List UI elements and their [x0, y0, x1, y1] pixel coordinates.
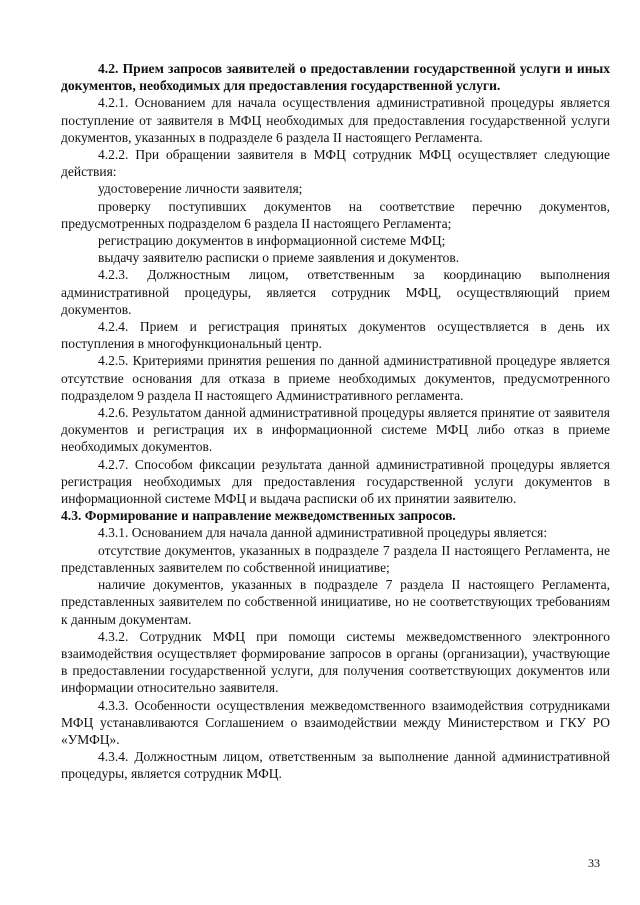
paragraph-4-3-3: 4.3.3. Особенности осуществления межведомственного взаимодействия сотрудниками МФЦ устанавливаются Соглашением о взаимодействии между Министерством и ГКУ РО «УМФЦ».	[61, 697, 610, 747]
page-content	[61, 60, 610, 783]
paragraph-4-2-7: 4.2.7. Способом фиксации результата данной административной процедуры является регистрация необходимых для предоставления государственной услуги документов в информационной системе МФЦ и выдача расписки об их принятии заявителю.	[61, 456, 610, 507]
paragraph-4-3-1: 4.3.1. Основанием для начала данной административной процедуры является:	[98, 525, 548, 541]
list-item-receipt: выдачу заявителю расписки о приеме заявления и документов.	[98, 250, 460, 266]
list-item-check-documents: проверку поступивших документов на соответствие перечню документов, предусмотренных подразделом 6 раздела II настоящего Регламента;	[61, 198, 610, 231]
section-heading-4-3: 4.3. Формирование и направление межведомственных запросов.	[61, 508, 456, 524]
list-item-identity: удостоверение личности заявителя;	[98, 181, 303, 197]
paragraph-4-2-1: 4.2.1. Основанием для начала осуществления административной процедуры является поступление от заявителя в МФЦ необходимых для предоставления государственной услуги документов, указанных в подразделе 6 раздела II настоящего Регламента.	[61, 95, 610, 145]
paragraph-4-2-3: 4.2.3. Должностным лицом, ответственным за координацию выполнения административной процедуры, является сотрудник МФЦ, осуществляющий прием документов.	[61, 267, 610, 317]
paragraph-4-3-4: 4.3.4. Должностным лицом, ответственным за выполнение данной административной процедуры, является сотрудник МФЦ.	[61, 749, 610, 782]
paragraph-4-3-2: 4.3.2. Сотрудник МФЦ при помощи системы межведомственного электронного взаимодействия осуществляет формирование запросов в органы (организации), участвующие в предоставлении государственной услуги, для получения соответствующих документов или информации относительно заявителя.	[61, 628, 610, 696]
paragraph-4-2-2: 4.2.2. При обращении заявителя в МФЦ сотрудник МФЦ осуществляет следующие действия:	[61, 147, 610, 180]
paragraph-4-2-6: 4.2.6. Результатом данной административной процедуры является принятие от заявителя документов и регистрация их в информационной системе МФЦ либо отказ в приеме необходимых документов.	[61, 405, 610, 455]
section-heading-4-2: 4.2. Прием запросов заявителей о предоставлении государственной услуги и иных документов, необходимых для предоставления государственной услуги.	[61, 61, 610, 94]
paragraph-4-2-5: 4.2.5. Критериями принятия решения по данной административной процедуре является отсутствие основания для отказа в приеме необходимых документов, предусмотренного подразделом 9 раздела II настоящего Административного регламента.	[61, 353, 610, 403]
list-item-presence: наличие документов, указанных в подразделе 7 раздела II настоящего Регламента, представленных заявителем по собственной инициативе, но не соответствующих требованиям к данным документам.	[61, 577, 610, 627]
page-number: 33	[588, 856, 600, 870]
list-item-registration: регистрацию документов в информационной системе МФЦ;	[98, 233, 446, 249]
paragraph-4-2-4: 4.2.4. Прием и регистрация принятых документов осуществляется в день их поступления в многофункциональный центр.	[61, 319, 610, 352]
list-item-absence: отсутствие документов, указанных в подразделе 7 раздела II настоящего Регламента, не представленных заявителем по собственной инициативе;	[61, 542, 610, 575]
